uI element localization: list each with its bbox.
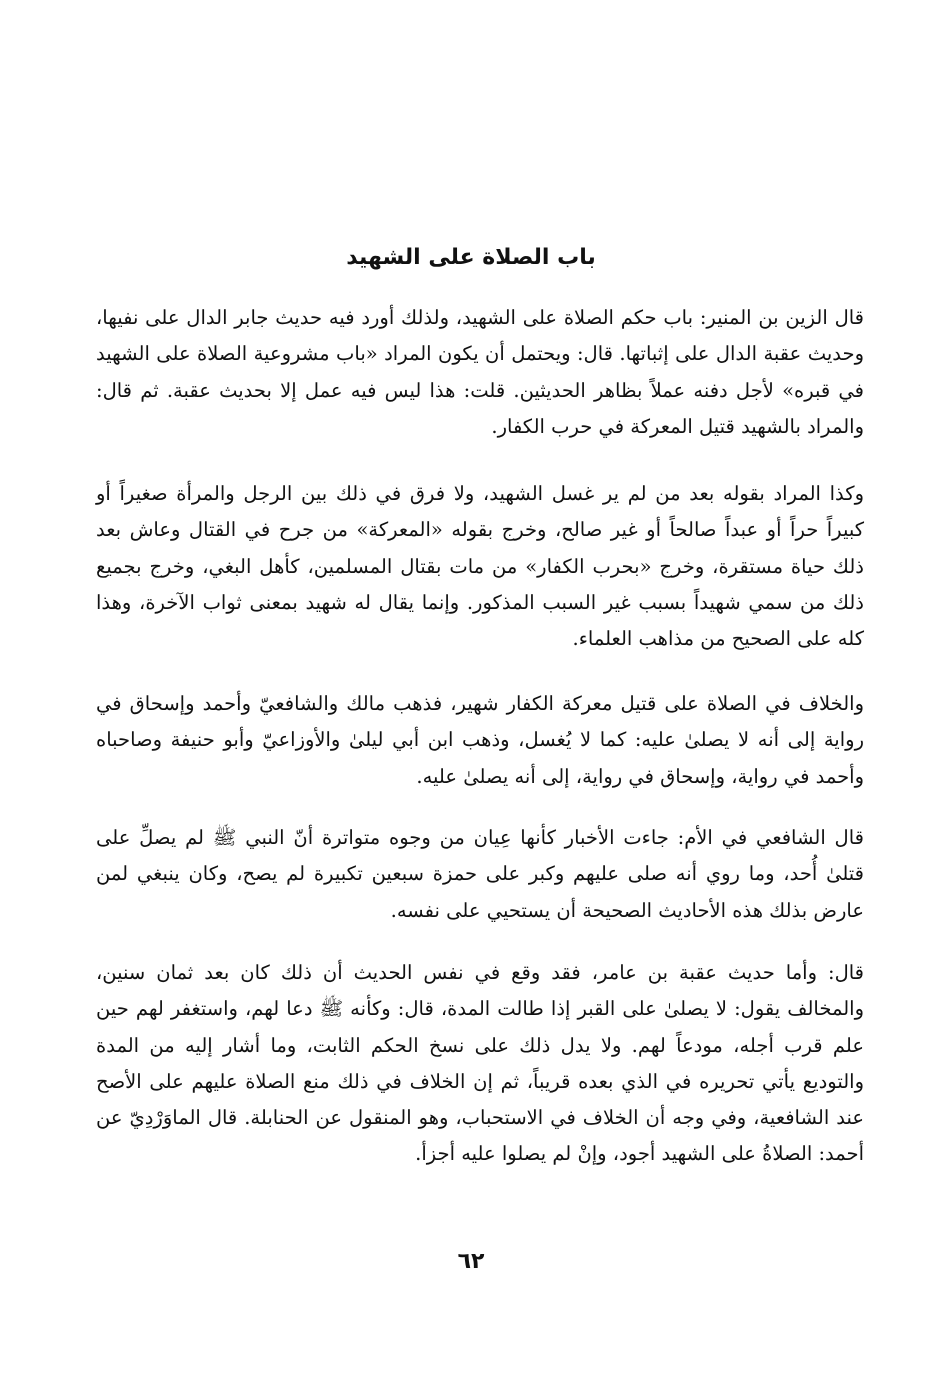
paragraph-2: وكذا المراد بقوله بعد من لم ير غسل الشهيد، ولا فرق في ذلك بين الرجل والمرأة صغيراً أو كبيراً حراً أو عبداً صالحاً أو غير صالح، وخرج بقوله «المعركة» من جرح في القتال وعاش بعد ذلك حياة مستقرة، وخرج «بحرب الكفار» من مات بقتال المسلمين، كأهل البغي، وخرج بجميع ذلك من سمي شهيداً بسبب غير السبب المذكور. وإنما يقال له شهيد بمعنى ثواب الآخرة، وهذا كله على الصحيح من مذاهب العلماء. — [96, 482, 864, 651]
paragraph-5: قال: وأما حديث عقبة بن عامر، فقد وقع في نفس الحديث أن ذلك كان بعد ثمان سنين، والمخالف يقول: لا يصلىٰ على القبر إذا طالت المدة، قال: وكأنه ﷺ دعا لهم، واستغفر لهم حين علم قرب أجله، مودعاً لهم. ولا يدل ذلك على نسخ الحكم الثابت، وما أشار إليه من المدة والتوديع يأتي تحريره في الذي بعده قريباً، ثم إن الخلاف في ذلك منع الصلاة عليهم على الأصح عند الشافعية، وفي وجه أن الخلاف في الاستحباب، وهو المنقول عن الحنابلة. قال الماوَرْدِيّ عن أحمد: الصلاةُ على الشهيد أجود، وإنْ لم يصلوا عليه أجزأ. — [96, 961, 864, 1166]
paragraph-1: قال الزين بن المنير: باب حكم الصلاة على الشهيد، ولذلك أورد فيه حديث جابر الدال على نفيها، وحديث عقبة الدال على إثباتها. قال: ويحتمل أن يكون المراد «باب مشروعية الصلاة على الشهيد في قبره» لأجل دفنه عملاً بظاهر الحديثين. قلت: هذا ليس فيه عمل إلا بحديث عقبة. ثم قال: والمراد بالشهيد قتيل المعركة في حرب الكفار. — [96, 306, 864, 438]
page-number: ٦٢ — [457, 1249, 485, 1274]
chapter-title: باب الصلاة على الشهيد — [346, 245, 596, 270]
paragraph-3: والخلاف في الصلاة على قتيل معركة الكفار شهير، فذهب مالك والشافعيّ وأحمد وإسحاق في رواية إلى أنه لا يصلىٰ عليه: كما لا يُغسل، وذهب ابن أبي ليلىٰ والأوزاعيّ وأبو حنيفة وصاحباه وأحمد في رواية، وإسحاق في رواية، إلى أنه يصلىٰ عليه. — [96, 692, 864, 788]
paragraph-4: قال الشافعي في الأم: جاءت الأخبار كأنها عِيان من وجوه متواترة أنّ النبي ﷺ لم يصلِّ على قتلىٰ أُحد، وما روي أنه صلى عليهم وكبر على حمزة سبعين تكبيرة لم يصح، وكان ينبغي لمن عارض بذلك هذه الأحاديث الصحيحة أن يستحيي على نفسه. — [96, 826, 864, 922]
